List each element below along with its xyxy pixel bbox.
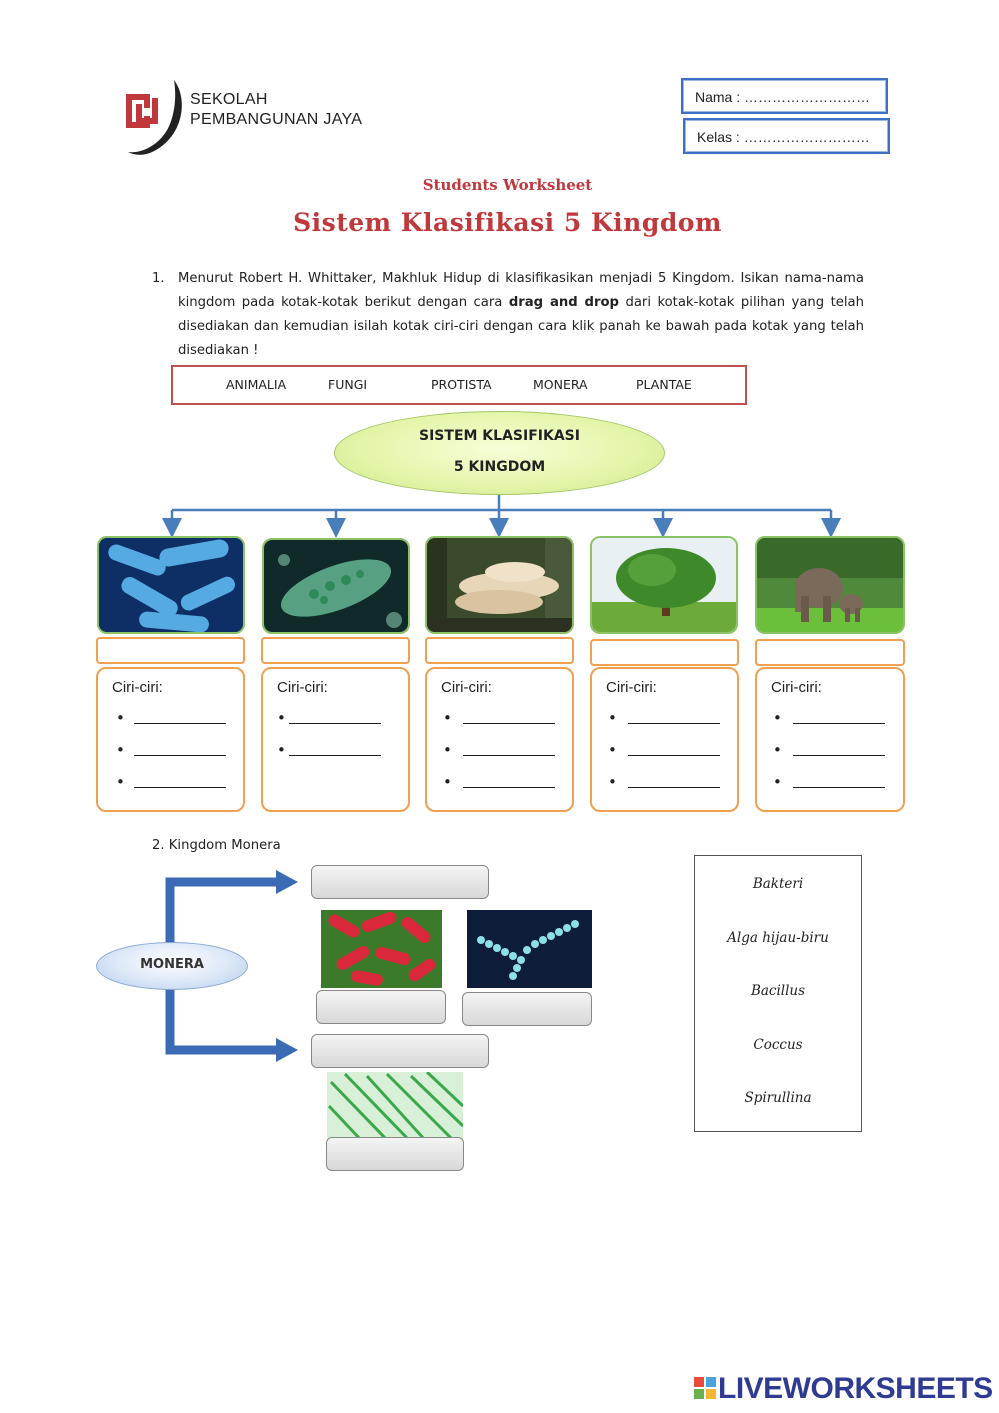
protist-picture: [262, 538, 410, 634]
kingdom-answer-1[interactable]: [96, 637, 245, 664]
bullet: •: [443, 773, 452, 791]
ciri-box-2: [261, 667, 410, 812]
choice-fungi[interactable]: FUNGI: [328, 377, 368, 392]
ciri-answer-line[interactable]: [134, 723, 226, 724]
monera-root-label: MONERA: [140, 957, 204, 972]
ciri-answer-line[interactable]: [134, 755, 226, 756]
ciri-box-4: [590, 667, 739, 812]
ciri-answer-line[interactable]: [463, 723, 555, 724]
ciri-box-1: [96, 667, 245, 812]
bullet: •: [116, 741, 125, 759]
liveworksheets-brand: LIVEWORKSHEETS: [718, 1372, 993, 1405]
name-field[interactable]: Nama : ………………………: [681, 78, 888, 114]
bullet: •: [608, 709, 617, 727]
ciri-answer-line[interactable]: [463, 755, 555, 756]
bullet: •: [443, 709, 452, 727]
kingdom-answer-4[interactable]: [590, 639, 739, 666]
ciri-box-5: [755, 667, 905, 812]
monera-answer-top[interactable]: [311, 865, 489, 899]
ciri-heading: Ciri-ciri:: [771, 679, 822, 696]
question-1-text-part2: dari kotak-kotak pilihan yang telah disediakan dan kemudian isilah kotak ciri-ciri dengan cara klik panah ke bawah pada kotak yang telah disediakan !: [178, 295, 864, 358]
bullet: •: [277, 741, 286, 759]
bullet: •: [773, 741, 782, 759]
ciri-answer-line[interactable]: [134, 787, 226, 788]
question-1-text-bold: drag and drop: [508, 295, 619, 310]
root-ellipse: [334, 411, 665, 495]
question-1-number: 1.: [152, 271, 165, 286]
choice-animalia[interactable]: ANIMALIA: [226, 377, 287, 392]
choice-plantae[interactable]: PLANTAE: [636, 377, 692, 392]
blue-green-algae-picture: [327, 1072, 463, 1142]
tree-picture: [590, 536, 738, 634]
option-alga-hijau-biru[interactable]: Alga hijau-biru: [727, 930, 829, 946]
ciri-answer-line[interactable]: [463, 787, 555, 788]
choice-protista[interactable]: PROTISTA: [431, 377, 492, 392]
liveworksheets-icon: [694, 1377, 716, 1401]
ciri-answer-line[interactable]: [793, 723, 885, 724]
elephant-picture: [755, 536, 905, 634]
monera-ellipse: [96, 942, 248, 990]
option-coccus[interactable]: Coccus: [753, 1037, 803, 1053]
kingdom-answer-5[interactable]: [755, 639, 905, 666]
bullet: •: [277, 709, 286, 727]
bacillus-picture: [321, 910, 442, 988]
monera-answer-left[interactable]: [316, 990, 446, 1024]
bullet: •: [773, 773, 782, 791]
ciri-heading: Ciri-ciri:: [277, 679, 328, 696]
ciri-box-3: [425, 667, 574, 812]
monera-answer-bottom[interactable]: [311, 1034, 489, 1068]
class-field[interactable]: Kelas : ………………………: [683, 118, 890, 154]
school-name-line2: PEMBANGUNAN JAYA: [190, 111, 363, 128]
mushroom-picture: [425, 536, 574, 634]
school-name-line1: SEKOLAH: [190, 91, 268, 108]
root-line2: 5 KINGDOM: [453, 459, 546, 475]
liveworksheets-logo: [694, 1372, 994, 1406]
worksheet-title: Sistem Klasifikasi 5 Kingdom: [293, 208, 722, 237]
option-bacillus[interactable]: Bacillus: [750, 983, 806, 999]
question-1-text-part1: Menurut Robert H. Whittaker, Makhluk Hidup di klasifikasikan menjadi 5 Kingdom. Isikan nama-nama kingdom pada kotak-kotak berikut dengan cara: [178, 271, 864, 310]
ciri-answer-line[interactable]: [289, 723, 381, 724]
bullet: •: [773, 709, 782, 727]
ciri-heading: Ciri-ciri:: [606, 679, 657, 696]
bullet: •: [443, 741, 452, 759]
kingdom-answer-3[interactable]: [425, 637, 574, 664]
bullet: •: [116, 773, 125, 791]
monera-answer-bottom-2[interactable]: [326, 1137, 464, 1171]
ciri-heading: Ciri-ciri:: [441, 679, 492, 696]
ciri-answer-line[interactable]: [628, 723, 720, 724]
ciri-heading: Ciri-ciri:: [112, 679, 163, 696]
monera-answer-right[interactable]: [462, 992, 592, 1026]
ciri-answer-line[interactable]: [793, 755, 885, 756]
options-box: [694, 855, 862, 1132]
bullet: •: [608, 773, 617, 791]
question-2-label: 2. Kingdom Monera: [152, 838, 281, 853]
ciri-answer-line[interactable]: [628, 787, 720, 788]
ciri-answer-line[interactable]: [793, 787, 885, 788]
kingdom-answer-2[interactable]: [261, 637, 410, 664]
option-bakteri[interactable]: Bakteri: [752, 876, 804, 892]
spirullina-picture: [467, 910, 592, 988]
bullet: •: [608, 741, 617, 759]
bacteria-picture: [97, 536, 245, 634]
choice-monera[interactable]: MONERA: [533, 377, 588, 392]
worksheet-subtitle: Students Worksheet: [422, 176, 593, 194]
root-line1: SISTEM KLASIFIKASI: [419, 428, 580, 444]
ciri-answer-line[interactable]: [628, 755, 720, 756]
ciri-answer-line[interactable]: [289, 755, 381, 756]
bullet: •: [116, 709, 125, 727]
option-spirullina[interactable]: Spirullina: [744, 1090, 812, 1106]
